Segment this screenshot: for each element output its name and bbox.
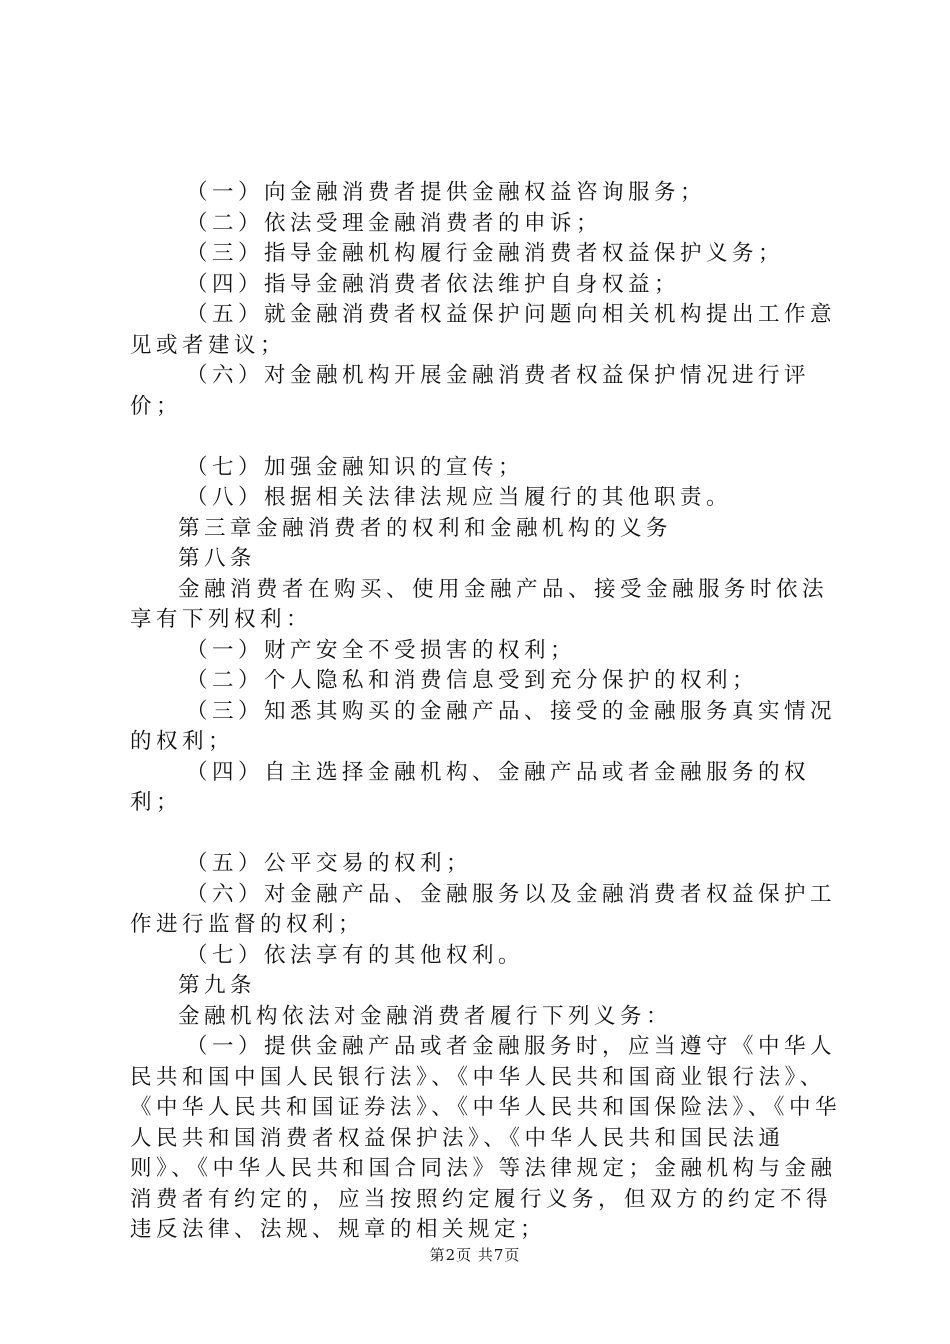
paragraph: （一）向金融消费者提供金融权益咨询服务； [186, 180, 707, 205]
paragraph: （一）财产安全不受损害的权利； [186, 637, 577, 663]
paragraph: （五）公平交易的权利； [186, 851, 473, 876]
paragraph: 金融机构依法对金融消费者履行下列义务： [178, 1003, 673, 1029]
document-body [130, 178, 850, 1246]
paragraph: （六）对金融产品、金融服务以及金融消费者权益保护工作进行监督的权利； [130, 881, 837, 937]
page-footer: 第2页 共7页 [429, 1246, 521, 1264]
paragraph: （二）个人隐私和消费信息受到充分保护的权利； [186, 668, 759, 693]
paragraph: （五）就金融消费者权益保护问题向相关机构提出工作意见或者建议； [130, 302, 837, 358]
article-heading: 第八条 [178, 546, 257, 571]
paragraph: （三）指导金融机构履行金融消费者权益保护义务； [186, 241, 785, 266]
chapter-heading: 第三章金融消费者的权利和金融机构的义务 [178, 515, 673, 541]
paragraph: 金融消费者在购买、使用金融产品、接受金融服务时依法享有下列权利： [130, 576, 829, 632]
paragraph: （四）自主选择金融机构、金融产品或者金融服务的权利； [130, 759, 811, 815]
article-heading: 第九条 [178, 973, 257, 998]
paragraph: （八）根据相关法律法规应当履行的其他职责。 [186, 485, 733, 510]
paragraph: （二）依法受理金融消费者的申诉； [186, 210, 603, 236]
paragraph: （一）提供金融产品或者金融服务时，应当遵守《中华人民共和国中国人民银行法》、《中华人民共和国商业银行法》、《中华人民共和国证券法》、《中华人民共和国保险法》、《中华人民共和国消费者权益保护法》、《中华人民共和国民法通则》、《中华人民共和国合同法》等法律规定；金融机构与金融消费者有约定的，应当按照约定履行义务，但双方的约定不得违反法律、法规、规章的相关规定； [130, 1034, 842, 1242]
paragraph: （七）依法享有的其他权利。 [186, 942, 525, 968]
paragraph: （六）对金融机构开展金融消费者权益保护情况进行评价； [130, 363, 811, 419]
paragraph: （三）知悉其购买的金融产品、接受的金融服务真实情况的权利； [130, 698, 837, 754]
paragraph: （四）指导金融消费者依法维护自身权益； [186, 271, 681, 297]
paragraph: （七）加强金融知识的宣传； [186, 454, 525, 480]
